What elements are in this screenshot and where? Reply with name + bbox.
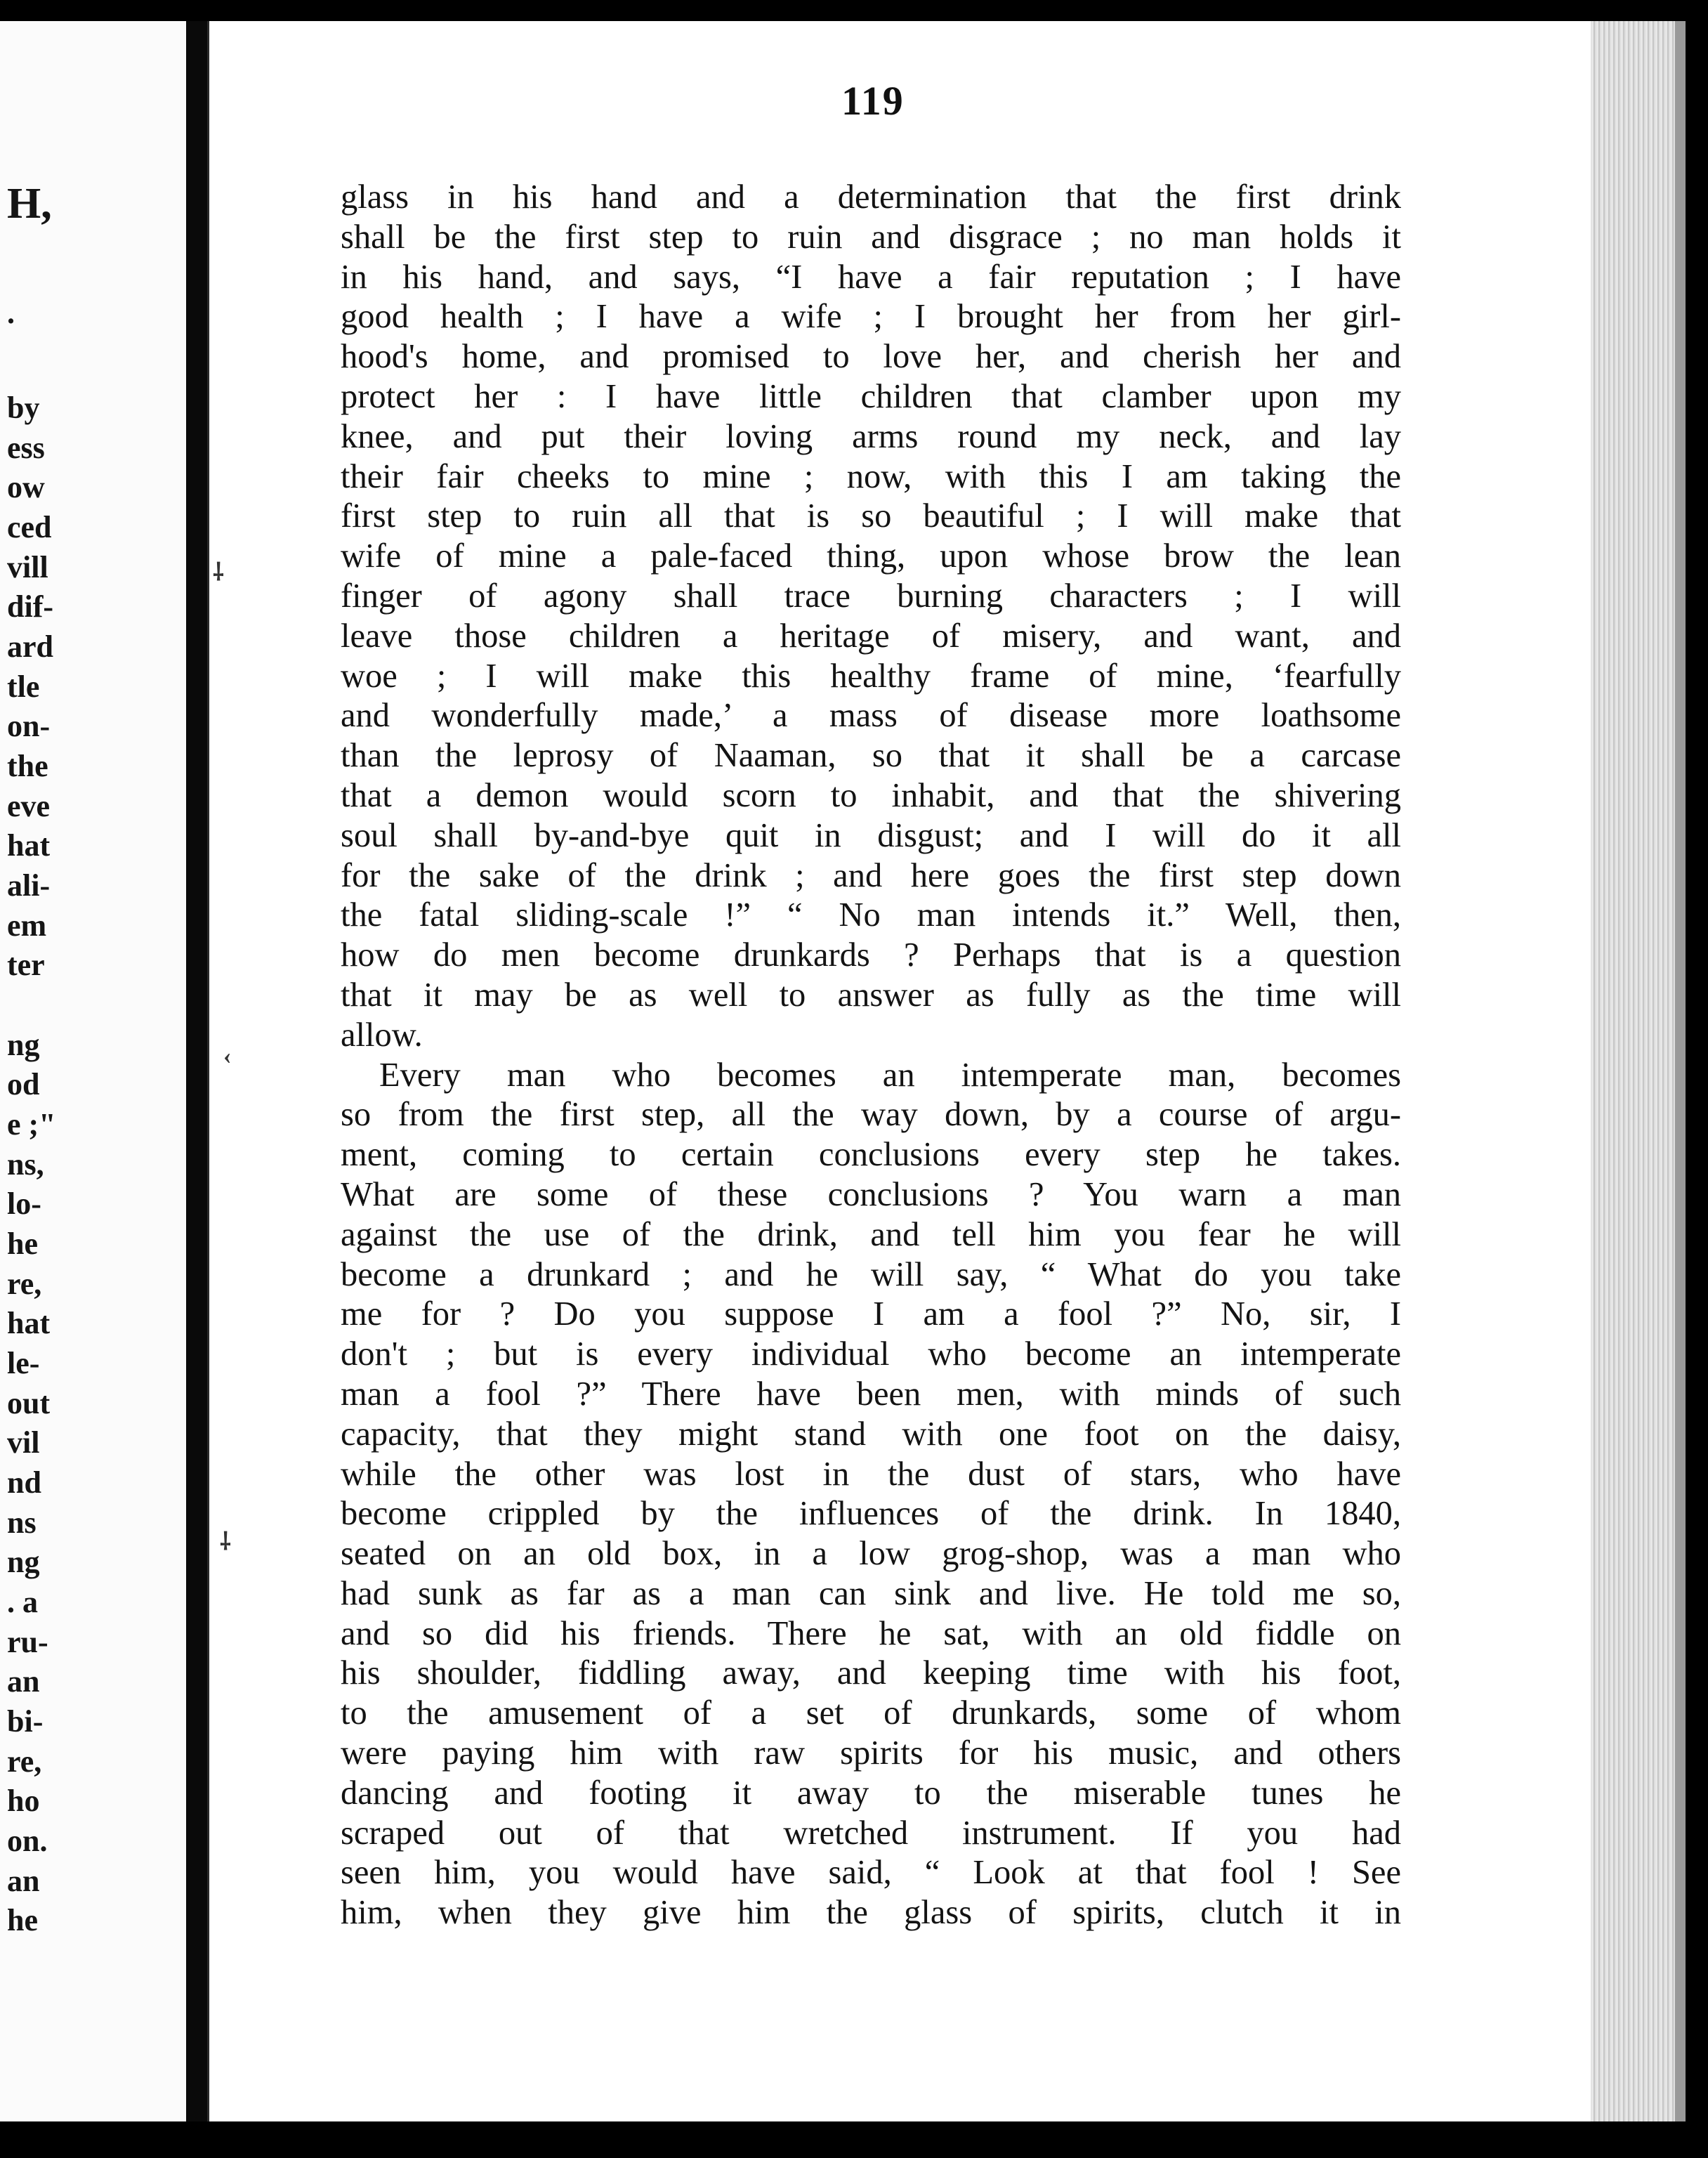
facing-page-text: an bbox=[7, 1864, 40, 1898]
facing-page-text: ho bbox=[7, 1784, 40, 1818]
facing-page-text: on. bbox=[7, 1824, 48, 1858]
text-line: their fair cheeks to mine ; now, with this I am taking the bbox=[341, 457, 1401, 495]
facing-page-text: . bbox=[7, 296, 15, 330]
text-line: how do men become drunkards ? Perhaps that is a question bbox=[341, 936, 1401, 974]
text-line: that a demon would scorn to inhabit, and that the shivering bbox=[341, 776, 1401, 814]
text-line: seen him, you would have said, “ Look at that fool ! See bbox=[341, 1854, 1401, 1892]
text-line: shall be the first step to ruin and disgrace ; no man holds it bbox=[341, 218, 1401, 256]
facing-page-text: ali- bbox=[7, 868, 51, 903]
text-line: his shoulder, fiddling away, and keeping time with his foot, bbox=[341, 1654, 1401, 1692]
text-line: protect her : I have little children that clamber upon my bbox=[341, 377, 1401, 415]
text-line: me for ? Do you suppose I am a fool ?” No, sir, I bbox=[341, 1295, 1401, 1333]
text-line: become a drunkard ; and he will say, “ What do you take bbox=[341, 1255, 1401, 1293]
margin-mark: ‹ bbox=[223, 1043, 232, 1069]
facing-page-text: le- bbox=[7, 1346, 40, 1380]
text-line: dancing and footing it away to the miserable tunes he bbox=[341, 1774, 1401, 1812]
text-line: the fatal sliding-scale !” “ No man intends it.” Well, then, bbox=[341, 896, 1401, 934]
facing-page-text: ng bbox=[7, 1028, 40, 1062]
text-line: while the other was lost in the dust of stars, who have bbox=[341, 1455, 1401, 1493]
text-line: allow. bbox=[341, 1016, 423, 1054]
margin-mark: ⸸ bbox=[213, 560, 224, 586]
text-line: don't ; but is every individual who become an intemperate bbox=[341, 1335, 1401, 1373]
text-line: first step to ruin all that is so beautiful ; I will make that bbox=[341, 497, 1401, 535]
facing-page-text: by bbox=[7, 391, 40, 425]
text-line: than the leprosy of Naaman, so that it shall be a carcase bbox=[341, 737, 1401, 775]
facing-page-text: ns bbox=[7, 1505, 37, 1540]
facing-page-text: ess bbox=[7, 431, 45, 465]
text-line: and wonderfully made,’ a mass of disease more loathsome bbox=[341, 697, 1401, 735]
text-line: woe ; I will make this healthy frame of mine, ‘fearfully bbox=[341, 657, 1401, 695]
text-line: glass in his hand and a determination that the first drink bbox=[341, 178, 1401, 216]
facing-page-text: on- bbox=[7, 709, 51, 743]
facing-page-text: dif- bbox=[7, 589, 53, 624]
facing-page-text: out bbox=[7, 1386, 51, 1420]
facing-page-text: . a bbox=[7, 1585, 38, 1619]
facing-page-text: he bbox=[7, 1903, 38, 1937]
text-line: What are some of these conclusions ? You warn a man bbox=[341, 1175, 1401, 1213]
facing-page-text: ow bbox=[7, 470, 45, 504]
text-line: in his hand, and says, “I have a fair reputation ; I have bbox=[341, 258, 1401, 296]
text-line: capacity, that they might stand with one foot on the daisy, bbox=[341, 1415, 1401, 1453]
facing-page-text: ng bbox=[7, 1545, 40, 1579]
facing-page-text: nd bbox=[7, 1465, 41, 1500]
facing-page-text: hat bbox=[7, 1306, 51, 1340]
text-line: so from the first step, all the way down, by a course of argu- bbox=[341, 1096, 1401, 1134]
page-number: 119 bbox=[841, 78, 905, 124]
text-line: become crippled by the influences of the drink. In 1840, bbox=[341, 1495, 1401, 1533]
text-line: scraped out of that wretched instrument. If you had bbox=[341, 1814, 1401, 1852]
facing-page-text: od bbox=[7, 1067, 40, 1101]
facing-page-text: hat bbox=[7, 828, 51, 863]
facing-page-text: vill bbox=[7, 550, 48, 584]
text-line: good health ; I have a wife ; I brought her from her girl- bbox=[341, 298, 1401, 336]
facing-page-text: ced bbox=[7, 510, 52, 544]
text-line: to the amusement of a set of drunkards, some of whom bbox=[341, 1694, 1401, 1732]
page-edge-shadow bbox=[1675, 21, 1686, 2121]
facing-page-text: em bbox=[7, 908, 47, 943]
facing-page-text: ter bbox=[7, 948, 45, 982]
facing-page-text: he bbox=[7, 1227, 38, 1261]
text-line: that it may be as well to answer as fully as the time will bbox=[341, 976, 1401, 1014]
text-line: were paying him with raw spirits for his music, and others bbox=[341, 1734, 1401, 1772]
facing-page-text: eve bbox=[7, 789, 51, 823]
text-line: Every man who becomes an intemperate man, becomes bbox=[379, 1056, 1401, 1094]
text-line: soul shall by-and-bye quit in disgust; and I will do it all bbox=[341, 816, 1401, 854]
facing-page-text: bi- bbox=[7, 1704, 44, 1739]
page-edges bbox=[1591, 21, 1675, 2121]
facing-page-text: vil bbox=[7, 1425, 40, 1460]
text-line: ment, coming to certain conclusions every step he takes. bbox=[341, 1136, 1401, 1174]
facing-page-text: ard bbox=[7, 629, 53, 664]
book-gutter bbox=[186, 21, 207, 2121]
text-line: against the use of the drink, and tell him you fear he will bbox=[341, 1215, 1401, 1253]
text-line: had sunk as far as a man can sink and live. He told me so, bbox=[341, 1574, 1401, 1612]
facing-page-text: re, bbox=[7, 1267, 42, 1301]
text-line: and so did his friends. There he sat, with an old fiddle on bbox=[341, 1614, 1401, 1652]
facing-page-text: H, bbox=[7, 180, 52, 228]
facing-page-fragment bbox=[0, 21, 186, 2121]
facing-page-text: the bbox=[7, 749, 48, 783]
text-line: seated on an old box, in a low grog-shop, was a man who bbox=[341, 1535, 1401, 1573]
text-line: him, when they give him the glass of spirits, clutch it in bbox=[341, 1894, 1401, 1932]
facing-page-text: lo- bbox=[7, 1186, 41, 1221]
text-line: hood's home, and promised to love her, and cherish her and bbox=[341, 338, 1401, 376]
facing-page-text: an bbox=[7, 1664, 40, 1699]
margin-mark: ⸸ bbox=[220, 1529, 231, 1555]
text-line: knee, and put their loving arms round my neck, and lay bbox=[341, 417, 1401, 455]
text-line: wife of mine a pale-faced thing, upon whose brow the lean bbox=[341, 537, 1401, 575]
facing-page-text: tle bbox=[7, 669, 40, 704]
facing-page-text: re, bbox=[7, 1744, 42, 1779]
text-line: finger of agony shall trace burning characters ; I will bbox=[341, 577, 1401, 615]
facing-page-text: ns, bbox=[7, 1147, 44, 1182]
facing-page-text: ru- bbox=[7, 1625, 48, 1659]
text-line: man a fool ?” There have been men, with minds of such bbox=[341, 1375, 1401, 1413]
text-line: for the sake of the drink ; and here goes the first step down bbox=[341, 856, 1401, 894]
facing-page-text: e ;" bbox=[7, 1107, 56, 1142]
body-text bbox=[341, 178, 1401, 1933]
text-line: leave those children a heritage of misery, and want, and bbox=[341, 617, 1401, 655]
